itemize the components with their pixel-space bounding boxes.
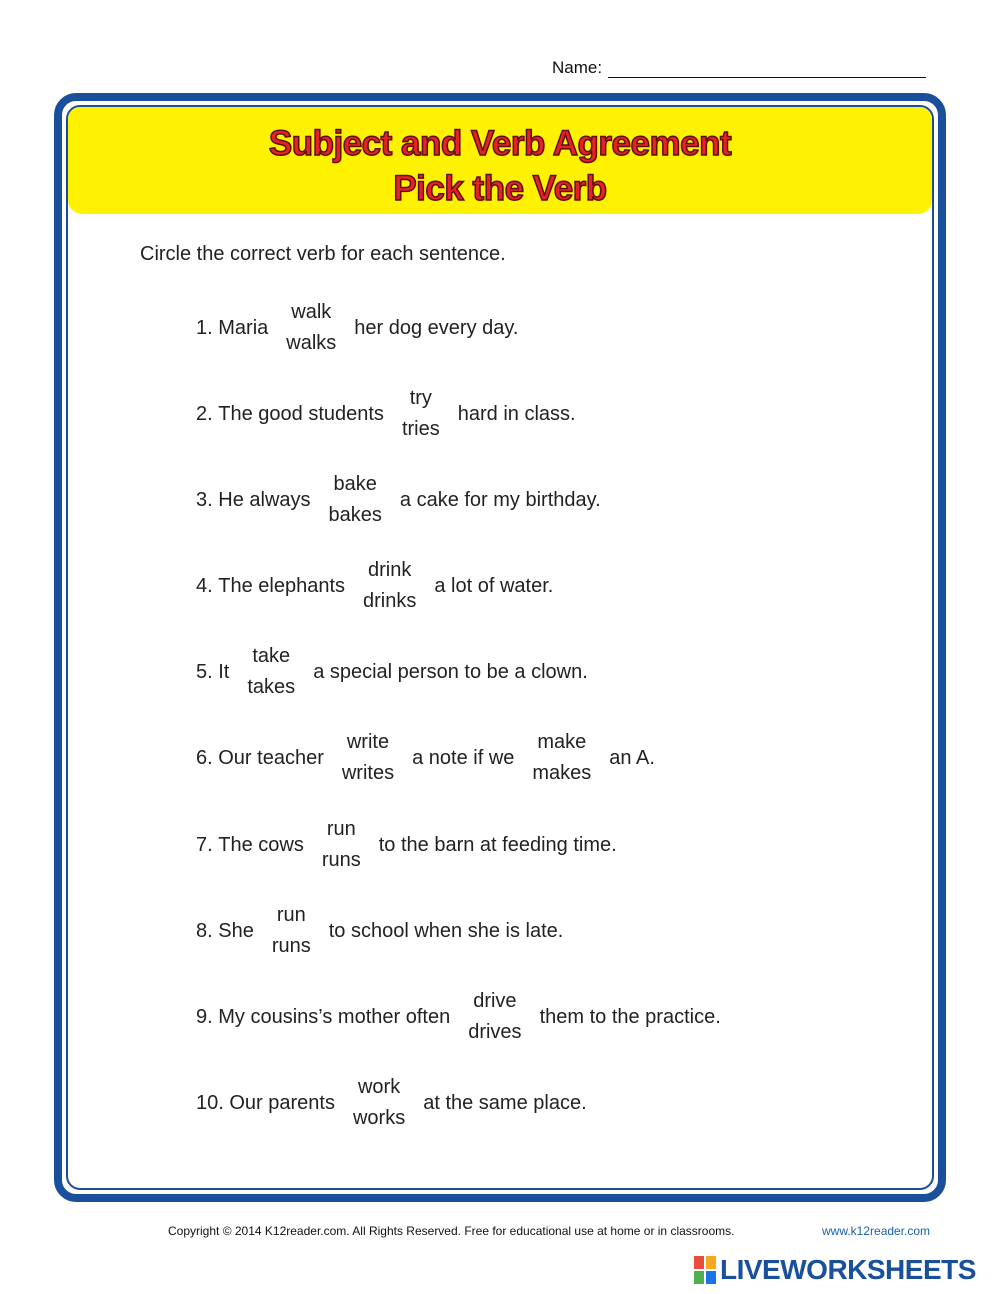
exercise-item <box>196 985 721 1049</box>
verb-choice-group <box>324 727 412 789</box>
exercise-item <box>196 1071 587 1135</box>
sentence-text: She <box>218 919 254 942</box>
item-number: 6. <box>196 746 219 769</box>
sentence-text: a note if we <box>412 746 515 769</box>
sentence-text: a lot of water. <box>434 574 554 597</box>
verb-option-s[interactable]: tries <box>401 418 440 440</box>
item-number: 8. <box>196 919 219 942</box>
verb-option-s[interactable]: bakes <box>328 504 382 526</box>
verb-choice-group <box>254 900 329 962</box>
item-number: 5. <box>196 660 219 683</box>
exercise-item <box>196 382 576 446</box>
sentence-text: an A. <box>609 746 655 769</box>
liveworksheets-logo <box>694 1254 976 1286</box>
worksheet-subtitle: Pick the Verb <box>393 169 607 208</box>
verb-option-s[interactable]: walks <box>286 332 337 354</box>
sentence-text: a special person to be a clown. <box>313 660 588 683</box>
title-banner <box>68 107 932 214</box>
verb-option-base[interactable]: bake <box>333 473 377 495</box>
sentence-text: My cousins’s mother often <box>218 1005 451 1028</box>
exercise-item <box>196 296 518 360</box>
worksheet-title: Subject and Verb Agreement <box>268 124 732 163</box>
sentence-text: a cake for my birthday. <box>399 488 601 511</box>
liveworksheets-brand-text: LIVEWORKSHEETS <box>720 1254 976 1285</box>
verb-choice-group <box>514 727 609 789</box>
sentence-text: them to the practice. <box>539 1005 721 1028</box>
verb-choice-group <box>304 814 379 876</box>
sentence-text: The good students <box>218 402 384 425</box>
sentence-text: He always <box>218 488 311 511</box>
exercise-item <box>196 899 563 963</box>
verb-option-base[interactable]: make <box>537 731 587 753</box>
verb-option-s[interactable]: takes <box>247 676 296 698</box>
verb-option-base[interactable]: run <box>276 904 306 926</box>
sentence-text: hard in class. <box>457 402 576 425</box>
exercise-item <box>196 813 617 877</box>
verb-option-base[interactable]: try <box>409 387 432 409</box>
item-number: 1. <box>196 316 219 339</box>
verb-choice-group <box>229 641 313 703</box>
exercise-item <box>196 468 601 532</box>
sentence-text: The cows <box>218 833 304 856</box>
verb-choice-group <box>345 555 434 617</box>
sentence-text: It <box>218 660 230 683</box>
verb-option-base[interactable]: work <box>357 1076 401 1098</box>
sentence-text: to the barn at feeding time. <box>378 833 617 856</box>
verb-option-base[interactable]: walk <box>291 301 332 323</box>
name-blank-line[interactable] <box>608 59 926 78</box>
verb-option-s[interactable]: writes <box>341 762 395 784</box>
verb-option-base[interactable]: drive <box>473 990 517 1012</box>
verb-option-s[interactable]: works <box>352 1107 406 1129</box>
exercise-item <box>196 726 655 790</box>
verb-option-base[interactable]: write <box>346 731 390 753</box>
verb-option-base[interactable]: take <box>252 645 291 667</box>
sentence-text: Our teacher <box>218 746 324 769</box>
verb-option-s[interactable]: drives <box>468 1021 522 1043</box>
item-number: 9. <box>196 1005 219 1028</box>
item-number: 10. <box>196 1091 230 1114</box>
sentence-text: to school when she is late. <box>328 919 564 942</box>
verb-option-s[interactable]: drinks <box>363 590 417 612</box>
verb-choice-group <box>311 469 400 531</box>
sentence-text: The elephants <box>218 574 346 597</box>
verb-choice-group <box>268 297 354 359</box>
name-field <box>552 58 926 78</box>
verb-option-s[interactable]: makes <box>532 762 592 784</box>
exercise-item <box>196 554 553 618</box>
instructions: Circle the correct verb for each sentence. <box>140 243 506 265</box>
copyright-notice: Copyright © 2014 K12reader.com. All Rights Reserved. Free for educational use at home or in classrooms. <box>168 1224 735 1238</box>
sentence-text: at the same place. <box>423 1091 587 1114</box>
exercise-item <box>196 640 588 704</box>
item-number: 7. <box>196 833 219 856</box>
verb-choice-group <box>335 1072 423 1134</box>
verb-option-base[interactable]: run <box>326 818 356 840</box>
verb-option-base[interactable]: drink <box>368 559 412 581</box>
liveworksheets-logo-icon <box>694 1256 716 1284</box>
item-number: 3. <box>196 488 219 511</box>
sentence-text: Our parents <box>229 1091 335 1114</box>
item-number: 4. <box>196 574 219 597</box>
sentence-text: Maria <box>218 316 269 339</box>
name-label: Name: <box>552 58 603 77</box>
verb-choice-group <box>384 383 458 445</box>
verb-option-s[interactable]: runs <box>271 935 311 957</box>
verb-option-s[interactable]: runs <box>321 849 361 871</box>
footer-url-link[interactable]: www.k12reader.com <box>822 1224 931 1238</box>
item-number: 2. <box>196 402 219 425</box>
sentence-text: her dog every day. <box>354 316 519 339</box>
verb-choice-group <box>450 986 539 1048</box>
